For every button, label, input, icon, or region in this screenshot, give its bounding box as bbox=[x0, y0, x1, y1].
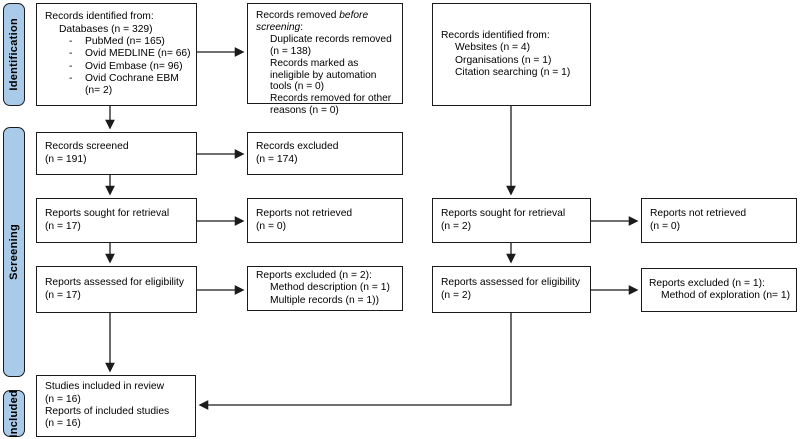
box-reports-sought-databases bbox=[36, 198, 197, 243]
box-line: Studies included in review bbox=[45, 381, 165, 393]
list-item-text: PubMed (n= 165) bbox=[85, 36, 165, 48]
box-count: (n = 16) bbox=[45, 393, 81, 405]
box-subtitle: Databases (n = 329) bbox=[59, 23, 153, 35]
box-count: (n = 191) bbox=[45, 153, 87, 165]
list-item bbox=[45, 48, 194, 60]
box-reports-assessed-databases bbox=[36, 266, 197, 313]
box-reports-sought-other bbox=[432, 198, 591, 243]
box-records-excluded bbox=[247, 132, 403, 175]
dash-bullet: - bbox=[69, 36, 73, 48]
box-label: Reports sought for retrieval bbox=[45, 208, 170, 220]
phase-label-identification bbox=[3, 3, 25, 106]
title-italic-text: before screening bbox=[256, 10, 369, 33]
box-count: (n = 2) bbox=[441, 289, 472, 301]
box-label: Reports not retrieved bbox=[256, 208, 353, 220]
phase-label-included-text: Included bbox=[8, 389, 20, 438]
box-records-identified-other bbox=[432, 3, 591, 106]
list-item: Method of exploration (n= 1) bbox=[661, 290, 791, 301]
phase-label-screening bbox=[3, 127, 25, 377]
list-item: Records removed for other reasons (n = 0) bbox=[270, 93, 392, 117]
list-item: Citation searching (n = 1) bbox=[455, 66, 571, 78]
box-reports-not-retrieved-other bbox=[641, 198, 797, 243]
phase-label-included bbox=[3, 390, 25, 437]
dash-bullet: - bbox=[69, 48, 73, 60]
box-count: (n = 174) bbox=[256, 153, 298, 165]
list-item-text: Ovid Embase (n= 96) bbox=[85, 60, 183, 72]
box-count: (n = 2) bbox=[441, 220, 472, 232]
box-reports-not-retrieved-databases bbox=[247, 198, 403, 243]
box-label: Reports sought for retrieval bbox=[441, 208, 566, 220]
list-item bbox=[45, 36, 194, 48]
box-records-identified-databases bbox=[36, 3, 197, 106]
phase-label-identification-text: Identification bbox=[8, 18, 20, 91]
arrow-other-assessed-to-included bbox=[200, 313, 511, 405]
box-count: (n = 0) bbox=[256, 220, 287, 232]
title-text: Records removed bbox=[256, 10, 340, 21]
box-title: Reports excluded (n = 2): bbox=[256, 270, 372, 282]
box-reports-assessed-other bbox=[432, 266, 591, 313]
box-count: (n = 16) bbox=[45, 418, 81, 430]
box-records-screened bbox=[36, 132, 197, 175]
title-colon: : bbox=[300, 21, 304, 33]
box-reports-excluded-other bbox=[641, 268, 797, 312]
box-count: (n = 17) bbox=[45, 289, 81, 301]
box-count: (n = 17) bbox=[45, 220, 81, 232]
box-line: Reports of included studies bbox=[45, 406, 170, 417]
box-title: Records identified from: bbox=[45, 11, 154, 23]
list-item-text: Ovid Cochrane EBM (n= 2) bbox=[85, 72, 179, 97]
list-item: Organisations (n = 1) bbox=[455, 54, 552, 66]
box-label: Records excluded bbox=[256, 141, 339, 153]
box-studies-included bbox=[36, 375, 196, 437]
box-count: (n = 0) bbox=[650, 220, 681, 232]
box-title: Reports excluded (n = 1): bbox=[649, 277, 765, 289]
dash-bullet: - bbox=[69, 60, 73, 72]
dash-bullet: - bbox=[69, 72, 73, 84]
box-label: Reports assessed for eligibility bbox=[45, 277, 185, 289]
list-item: Multiple records (n = 1)) bbox=[270, 294, 380, 306]
list-item bbox=[45, 61, 194, 73]
list-item: Method description (n = 1) bbox=[270, 282, 390, 294]
list-item: Duplicate records removed (n = 138) bbox=[270, 33, 392, 57]
box-label: Records screened bbox=[45, 141, 129, 153]
list-item: Websites (n = 4) bbox=[455, 42, 531, 54]
box-title: Records identified from: bbox=[441, 29, 550, 41]
phase-label-screening-text: Screening bbox=[8, 224, 20, 280]
box-title bbox=[256, 10, 398, 34]
box-label: Reports not retrieved bbox=[650, 208, 747, 220]
list-item: Records marked as ineligible by automation tools (n = 0) bbox=[270, 57, 377, 93]
list-item bbox=[45, 73, 194, 98]
box-label: Reports assessed for eligibility bbox=[441, 277, 581, 289]
box-records-removed-before-screening bbox=[247, 3, 403, 117]
box-reports-excluded-databases bbox=[247, 266, 403, 311]
list-item-text: Ovid MEDLINE (n= 66) bbox=[85, 48, 191, 60]
